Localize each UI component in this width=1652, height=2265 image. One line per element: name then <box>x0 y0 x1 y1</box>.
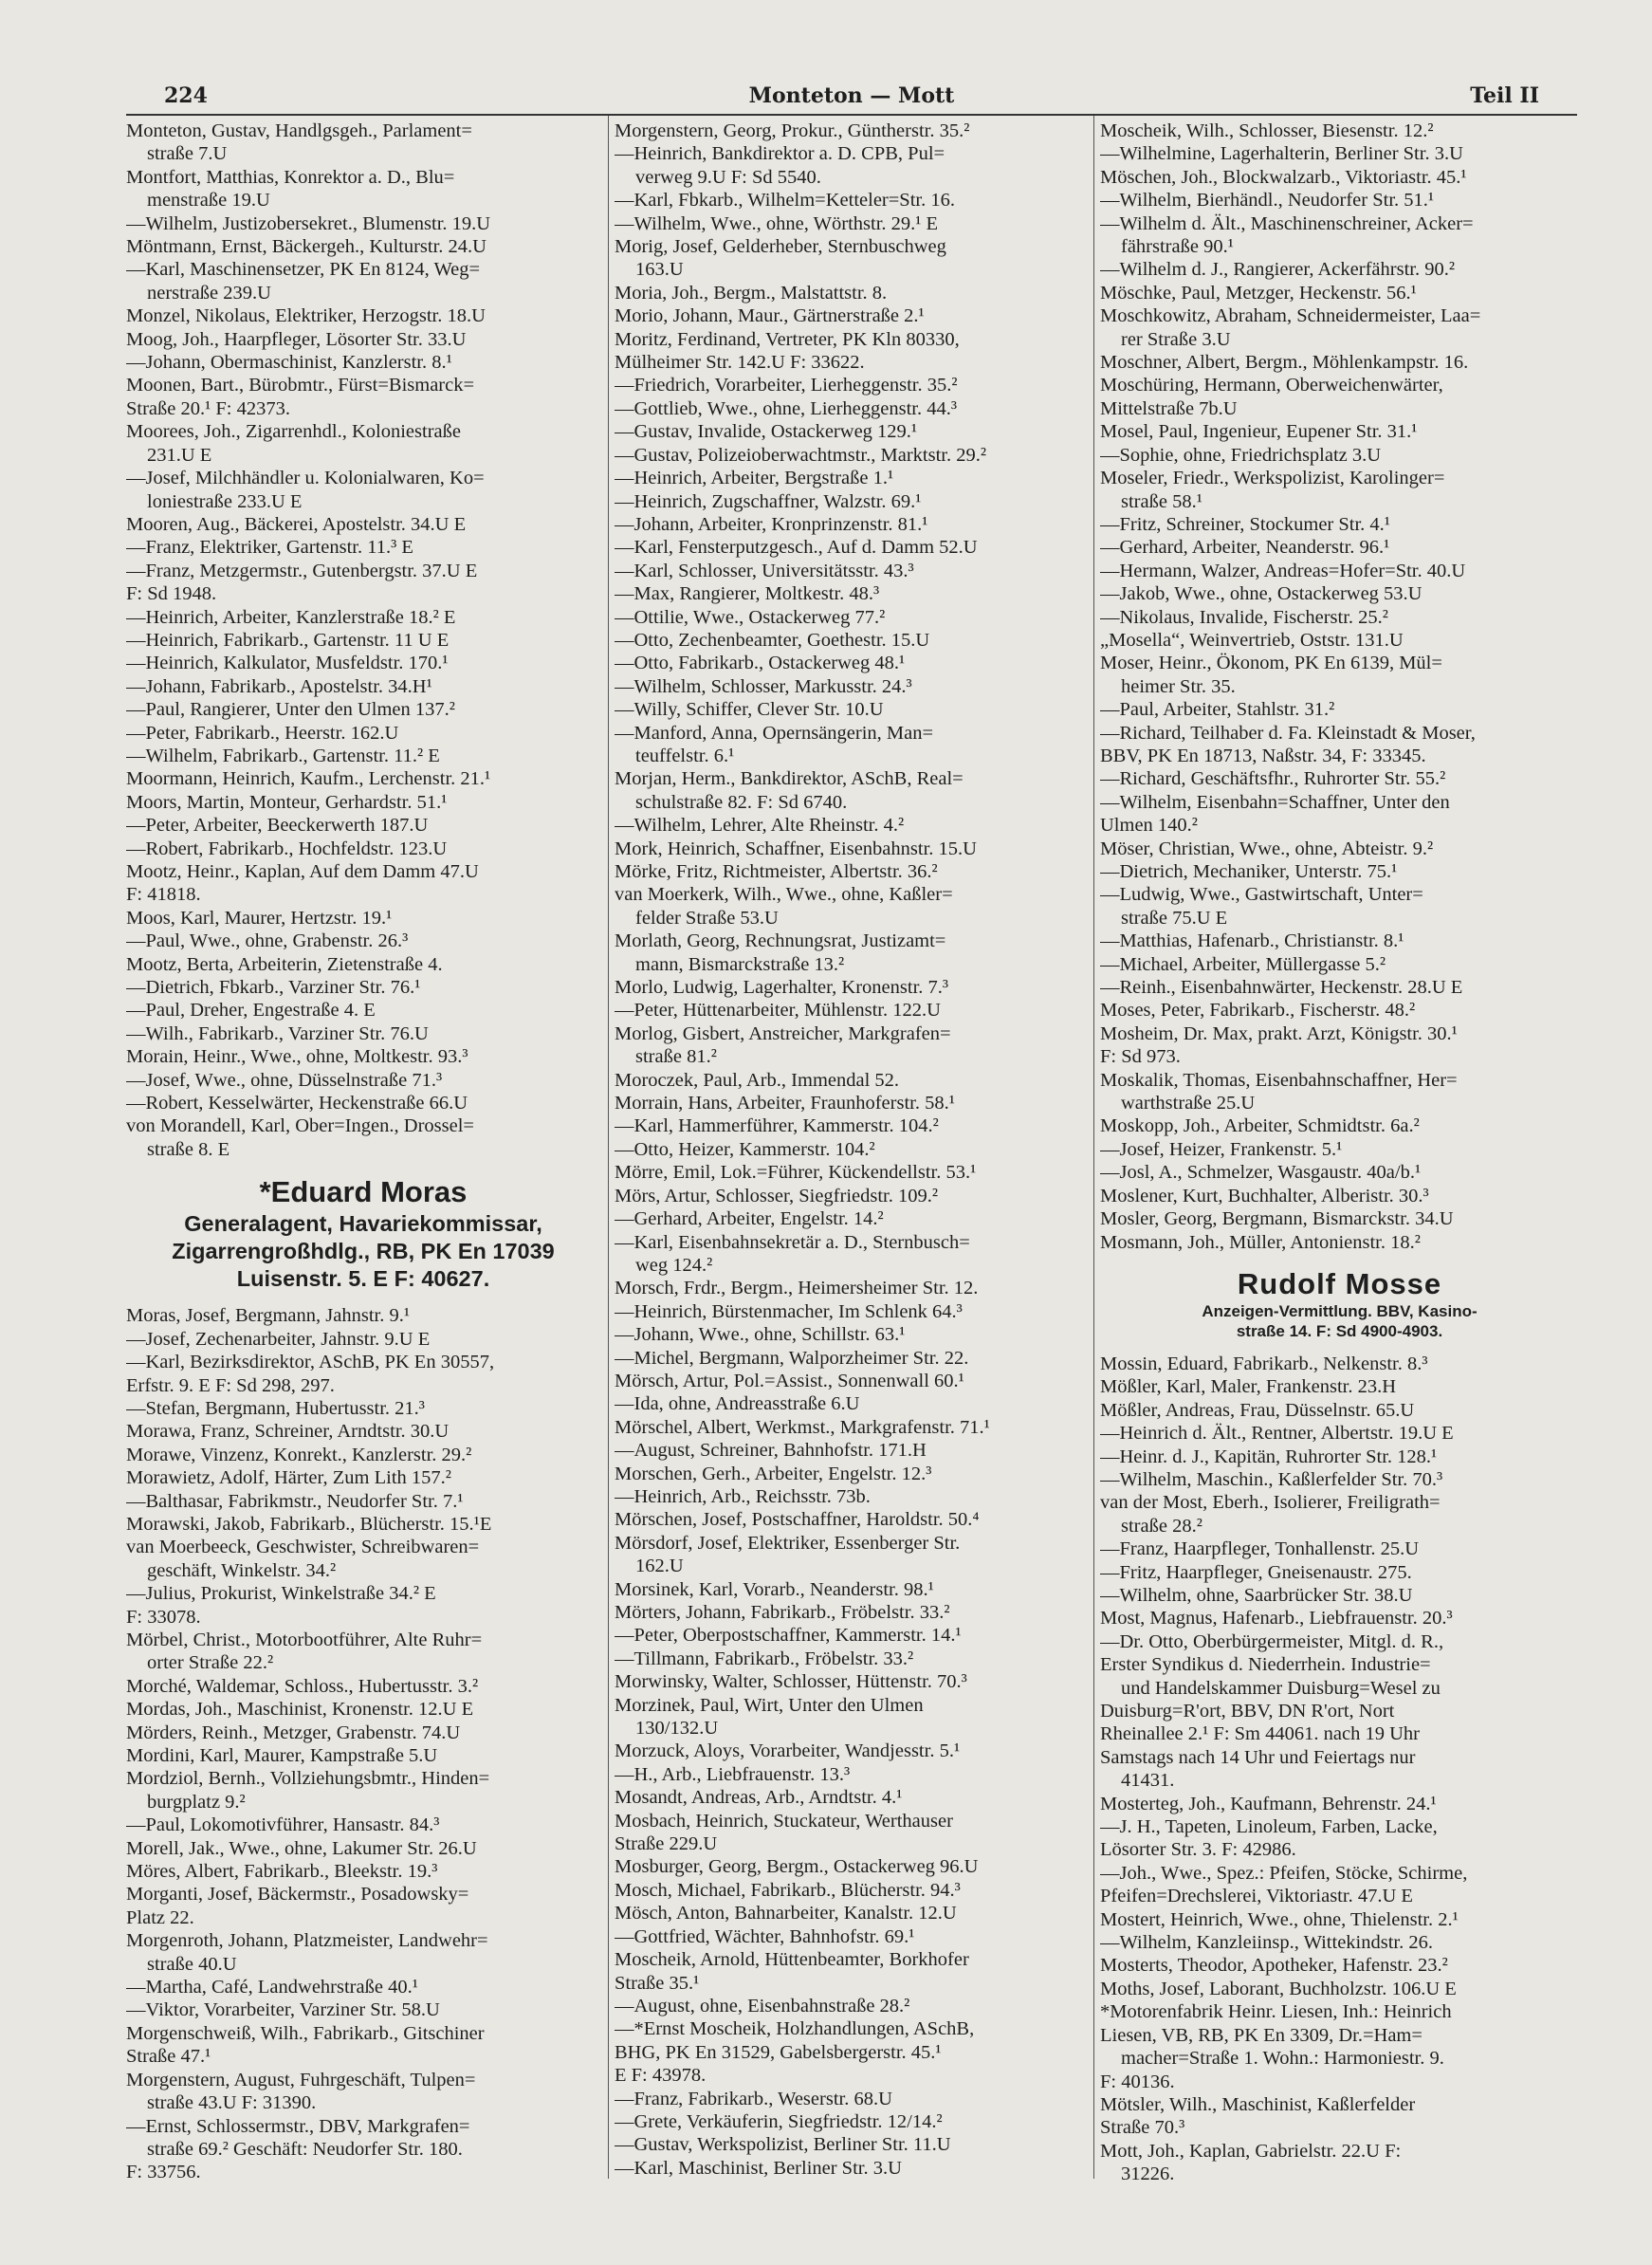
directory-entry-line: —Karl, Maschinist, Berliner Str. 3.U <box>615 2157 902 2179</box>
directory-entry-line: Straße 20.¹ F: 42373. <box>126 397 290 419</box>
directory-entry-line: Platz 22. <box>126 1906 194 1928</box>
directory-entry-line: Moschüring, Hermann, Oberweichenwärter, <box>1100 375 1443 396</box>
directory-entry-line: Mosel, Paul, Ingenieur, Eupener Str. 31.¹ <box>1100 421 1418 443</box>
directory-entry-line: —Hermann, Walzer, Andreas=Hofer=Str. 40.U <box>1100 560 1466 581</box>
directory-entry-line: loniestraße 233.U E <box>147 490 303 512</box>
directory-column-1 <box>126 120 600 2184</box>
ad-line: Anzeigen-Vermittlung. BBV, Kasino- <box>1202 1301 1478 1320</box>
ad-line: straße 14. F: Sd 4900-4903. <box>1236 1321 1443 1340</box>
directory-entry-line: van Moerkerk, Wilh., Wwe., ohne, Kaßler= <box>615 884 953 906</box>
directory-entry-line: orter Straße 22.² <box>147 1652 274 1674</box>
directory-entry-line: geschäft, Winkelstr. 34.² <box>147 1559 337 1581</box>
directory-entry-line: —Wilhelm, Lehrer, Alte Rheinstr. 4.² <box>615 815 905 837</box>
directory-entry-line: heimer Str. 35. <box>1121 675 1236 697</box>
directory-entry-line: —*Ernst Moscheik, Holzhandlungen, ASchB, <box>615 2018 975 2040</box>
directory-entry-line: —Josef, Milchhändler u. Kolonialwaren, Ko= <box>126 468 485 489</box>
directory-entry-line: —Matthias, Hafenarb., Christianstr. 8.¹ <box>1100 930 1404 952</box>
directory-entry-line: Mosmann, Joh., Müller, Antonienstr. 18.² <box>1100 1231 1421 1253</box>
directory-entry-line: E F: 43978. <box>615 2065 707 2087</box>
directory-entry-line: Mülheimer Str. 142.U F: 33622. <box>615 352 865 374</box>
directory-entry-line: —Gottlieb, Wwe., ohne, Lierheggenstr. 44.³ <box>615 397 958 419</box>
directory-entry-line: —Franz, Haarpfleger, Tonhallenstr. 25.U <box>1100 1538 1420 1560</box>
page-number: 224 <box>164 83 208 108</box>
directory-entry-line: —Grete, Verkäuferin, Siegfriedstr. 12/14.² <box>615 2110 943 2132</box>
column-divider <box>608 116 609 2179</box>
directory-entry-line: F: 33756. <box>126 2162 201 2183</box>
directory-entry-line: —Otto, Zechenbeamter, Goethestr. 15.U <box>615 629 930 651</box>
directory-entry-line: —Franz, Metzgermstr., Gutenbergstr. 37.U E <box>126 560 478 581</box>
directory-entry-line: Morsch, Frdr., Bergm., Heimersheimer Str. 12. <box>615 1278 979 1299</box>
directory-entry-line: Mörsdorf, Josef, Elektriker, Essenberger Str. <box>615 1532 961 1554</box>
directory-entry-line: —Sophie, ohne, Friedrichsplatz 3.U <box>1100 444 1382 466</box>
directory-entry-line: Samstags nach 14 Uhr und Feiertags nur <box>1100 1746 1416 1768</box>
directory-entry-line: teuffelstr. 6.¹ <box>635 745 735 766</box>
directory-entry-line: —Heinrich d. Ält., Rentner, Albertstr. 19.U E <box>1100 1423 1454 1445</box>
directory-entry-line: —Franz, Elektriker, Gartenstr. 11.³ E <box>126 537 413 559</box>
directory-entry-line: Moscheik, Wilh., Schlosser, Biesenstr. 12.² <box>1100 120 1434 141</box>
directory-entry-line: —Friedrich, Vorarbeiter, Lierheggenstr. 35.² <box>615 375 958 396</box>
directory-entry-line: F: 40136. <box>1100 2071 1175 2092</box>
directory-entry-line: —Wilhelm d. Ält., Maschinenschreiner, Acker= <box>1100 212 1474 234</box>
directory-entry-line: straße 81.² <box>635 1046 717 1068</box>
directory-entry-line: —Heinr. d. J., Kapitän, Ruhrorter Str. 128.¹ <box>1100 1446 1438 1467</box>
directory-entry-line: straße 7.U <box>147 143 228 165</box>
directory-entry-line: straße 75.U E <box>1121 907 1228 929</box>
directory-entry-line: Straße 35.¹ <box>615 1972 700 1994</box>
directory-entry-line: *Motorenfabrik Heinr. Liesen, Inh.: Heinrich <box>1100 2001 1452 2023</box>
directory-entry-line: —Richard, Teilhaber d. Fa. Kleinstadt & Moser, <box>1100 722 1476 744</box>
header-rule <box>126 114 1577 116</box>
advertisement <box>1100 1267 1579 1341</box>
directory-entry-line: —Martha, Café, Landwehrstraße 40.¹ <box>126 1977 418 1998</box>
directory-entry-line: Straße 229.U <box>615 1833 718 1855</box>
directory-entry-line: —Josef, Wwe., ohne, Düsselnstraße 71.³ <box>126 1069 443 1091</box>
directory-entry-line: Morschen, Gerh., Arbeiter, Engelstr. 12.³ <box>615 1463 932 1484</box>
directory-entry-line: Moschner, Albert, Bergm., Möhlenkampstr. 16. <box>1100 352 1469 374</box>
directory-entry-line: —H., Arb., Liebfrauenstr. 13.³ <box>615 1763 851 1785</box>
directory-entry-line: —Manford, Anna, Opernsängerin, Man= <box>615 722 934 744</box>
directory-entry-line: Morché, Waldemar, Schloss., Hubertusstr. 3.² <box>126 1675 479 1697</box>
directory-entry-line: —Wilhelm, Kanzleiinsp., Wittekindstr. 26. <box>1100 1932 1433 1954</box>
directory-entry-line: —Heinrich, Zugschaffner, Walzstr. 69.¹ <box>615 490 922 512</box>
directory-entry-line: Mordas, Joh., Maschinist, Kronenstr. 12.U E <box>126 1699 474 1721</box>
directory-entry-line: Lösorter Str. 3. F: 42986. <box>1100 1839 1296 1861</box>
directory-entry-line: —Paul, Wwe., ohne, Grabenstr. 26.³ <box>126 930 409 952</box>
directory-entry-line: Mootz, Heinr., Kaplan, Auf dem Damm 47.U <box>126 861 479 882</box>
directory-entry-line: —Tillmann, Fabrikarb., Fröbelstr. 33.² <box>615 1648 914 1669</box>
directory-entry-line: Morlog, Gisbert, Anstreicher, Markgrafen= <box>615 1022 951 1044</box>
directory-entry-line: —Wilhelm, Maschin., Kaßlerfelder Str. 70.³ <box>1100 1468 1443 1490</box>
directory-entry-line: van Moerbeeck, Geschwister, Schreibwaren= <box>126 1537 480 1558</box>
directory-entry-line: —Josef, Heizer, Frankenstr. 5.¹ <box>1100 1138 1343 1160</box>
part-label: Teil II <box>1470 83 1539 108</box>
directory-entry-line: 163.U <box>635 259 684 281</box>
directory-entry-line: F: Sd 973. <box>1100 1046 1181 1068</box>
directory-entry-line: straße 40.U <box>147 1953 237 1975</box>
directory-entry-line: —Paul, Arbeiter, Stahlstr. 31.² <box>1100 699 1335 721</box>
directory-entry-line: —Wilh., Fabrikarb., Varziner Str. 76.U <box>126 1022 429 1044</box>
directory-entry-line: —Wilhelm, Wwe., ohne, Wörthstr. 29.¹ E <box>615 212 939 234</box>
directory-entry-line: Moses, Peter, Fabrikarb., Fischerstr. 48.² <box>1100 1000 1416 1022</box>
directory-entry-line: —Peter, Oberpostschaffner, Kammerstr. 14.¹ <box>615 1625 962 1647</box>
directory-entry-line: Mordini, Karl, Maurer, Kampstraße 5.U <box>126 1745 438 1766</box>
directory-entry-line: Möntmann, Ernst, Bäckergeh., Kulturstr. 24.U <box>126 236 486 258</box>
directory-entry-line: Möschen, Joh., Blockwalzarb., Viktoriastr. 45.¹ <box>1100 166 1467 188</box>
directory-entry-line: —Wilhelm d. J., Rangierer, Ackerfährstr. 90.² <box>1100 259 1455 281</box>
directory-entry-line: Moskalik, Thomas, Eisenbahnschaffner, Her= <box>1100 1069 1458 1091</box>
directory-entry-line: BBV, PK En 18713, Naßstr. 34, F: 33345. <box>1100 745 1426 766</box>
directory-entry-line: straße 69.² Geschäft: Neudorfer Str. 180. <box>147 2138 463 2160</box>
directory-entry-line: Mötsler, Wilh., Maschinist, Kaßlerfelder <box>1100 2093 1416 2115</box>
directory-entry-line: —Peter, Arbeiter, Beeckerwerth 187.U <box>126 815 429 837</box>
directory-entry-line: Montfort, Matthias, Konrektor a. D., Blu= <box>126 166 455 188</box>
directory-entry-line: Mootz, Berta, Arbeiterin, Zietenstraße 4. <box>126 953 443 975</box>
directory-entry-line: Moormann, Heinrich, Kaufm., Lerchenstr. 21.¹ <box>126 768 491 790</box>
directory-entry-line: Morain, Heinr., Wwe., ohne, Moltkestr. 93.³ <box>126 1046 468 1068</box>
directory-entry-line: —Josl, A., Schmelzer, Wasgaustr. 40a/b.¹ <box>1100 1162 1422 1184</box>
directory-entry-line: —Gustav, Polizeioberwachtmstr., Marktstr. 29.² <box>615 444 986 466</box>
directory-entry-line: Mörschel, Albert, Werkmst., Markgrafenstr. 71.¹ <box>615 1416 990 1438</box>
directory-entry-line: Möser, Christian, Wwe., ohne, Abteistr. 9.² <box>1100 838 1434 859</box>
directory-entry-line: Mosler, Georg, Bergmann, Bismarckstr. 34.U <box>1100 1208 1454 1230</box>
directory-entry-line: Mörders, Reinh., Metzger, Grabenstr. 74.U <box>126 1722 461 1743</box>
directory-entry-line: —Johann, Wwe., ohne, Schillstr. 63.¹ <box>615 1324 906 1346</box>
directory-entry-line: schulstraße 82. F: Sd 6740. <box>635 791 848 813</box>
directory-entry-line: —Michael, Arbeiter, Müllergasse 5.² <box>1100 953 1386 975</box>
directory-entry-line: —Wilhelm, Fabrikarb., Gartenstr. 11.² E <box>126 745 440 766</box>
directory-entry-line: Morganti, Josef, Bäckermstr., Posadowsky= <box>126 1884 469 1906</box>
directory-entry-line: Morjan, Herm., Bankdirektor, ASchB, Real= <box>615 768 964 790</box>
directory-entry-line: —Fritz, Schreiner, Stockumer Str. 4.¹ <box>1100 513 1390 535</box>
directory-entry-line: —August, ohne, Eisenbahnstraße 28.² <box>615 1995 910 2016</box>
ad-title: Rudolf Mosse <box>1237 1266 1442 1300</box>
directory-entry-line: 231.U E <box>147 444 212 466</box>
directory-entry-line: burgplatz 9.² <box>147 1791 246 1813</box>
directory-entry-line: straße 28.² <box>1121 1515 1202 1537</box>
directory-entry-line: rer Straße 3.U <box>1121 328 1231 350</box>
directory-entry-line: —Heinrich, Arbeiter, Kanzlerstraße 18.² E <box>126 606 456 628</box>
directory-entry-line: mann, Bismarckstraße 13.² <box>635 953 845 975</box>
directory-entry-line: Mordziol, Bernh., Vollziehungsbmtr., Hinden= <box>126 1768 490 1790</box>
ad-title: *Eduard Moras <box>259 1175 468 1209</box>
directory-entry-line: —Jakob, Wwe., ohne, Ostackerweg 53.U <box>1100 583 1423 605</box>
directory-entry-line: —Wilhelm, Eisenbahn=Schaffner, Unter den <box>1100 791 1450 813</box>
directory-entry-line: —Paul, Dreher, Engestraße 4. E <box>126 1000 376 1022</box>
directory-entry-line: —Heinrich, Arbeiter, Bergstraße 1.¹ <box>615 468 894 489</box>
directory-entry-line: —Heinrich, Kalkulator, Musfeldstr. 170.¹ <box>126 653 449 674</box>
directory-entry-line: Morsinek, Karl, Vorarb., Neanderstr. 98.¹ <box>615 1578 934 1600</box>
directory-entry-line: van der Most, Eberh., Isolierer, Freiligrath= <box>1100 1492 1441 1514</box>
directory-entry-line: —Peter, Fabrikarb., Heerstr. 162.U <box>126 722 399 744</box>
directory-entry-line: —Fritz, Haarpfleger, Gneisenaustr. 275. <box>1100 1561 1412 1583</box>
directory-entry-line: F: 41818. <box>126 884 201 906</box>
directory-entry-line: —August, Schreiner, Bahnhofstr. 171.H <box>615 1440 927 1462</box>
directory-entry-line: —Ludwig, Wwe., Gastwirtschaft, Unter= <box>1100 884 1423 906</box>
directory-entry-line: Monteton, Gustav, Handlgsgeh., Parlament= <box>126 120 472 141</box>
directory-entry-line: Morzuck, Aloys, Vorarbeiter, Wandjesstr. 5.¹ <box>615 1740 961 1762</box>
directory-entry-line: —Karl, Eisenbahnsekretär a. D., Sternbusch= <box>615 1231 970 1253</box>
directory-entry-line: —Joh., Wwe., Spez.: Pfeifen, Stöcke, Schirme, <box>1100 1862 1468 1884</box>
ad-line: Generalagent, Havariekommissar, <box>184 1211 542 1237</box>
directory-entry-line: —Ernst, Schlossermstr., DBV, Markgrafen= <box>126 2115 470 2137</box>
directory-entry-line: Moritz, Ferdinand, Vertreter, PK Kln 80330, <box>615 328 960 350</box>
directory-entry-line: Mößler, Karl, Maler, Frankenstr. 23.H <box>1100 1376 1397 1398</box>
directory-entry-line: Ulmen 140.² <box>1100 815 1198 837</box>
directory-entry-line: Erster Syndikus d. Niederrhein. Industrie= <box>1100 1654 1431 1676</box>
directory-entry-line: Morgenschweiß, Wilh., Fabrikarb., Gitschiner <box>126 2022 485 2044</box>
directory-entry-line: Mork, Heinrich, Schaffner, Eisenbahnstr. 15.U <box>615 838 977 859</box>
directory-entry-line: Erfstr. 9. E F: Sd 298, 297. <box>126 1374 335 1396</box>
directory-entry-line: —Gottfried, Wächter, Bahnhofstr. 69.¹ <box>615 1925 915 1947</box>
directory-entry-line: Moslener, Kurt, Buchhalter, Alberistr. 30.³ <box>1100 1185 1429 1206</box>
directory-entry-line: —Otto, Fabrikarb., Ostackerweg 48.¹ <box>615 653 906 674</box>
directory-entry-line: —Gerhard, Arbeiter, Engelstr. 14.² <box>615 1208 884 1230</box>
directory-entry-line: Liesen, VB, RB, PK En 3309, Dr.=Ham= <box>1100 2024 1423 2046</box>
directory-entry-line: straße 43.U F: 31390. <box>147 2092 317 2114</box>
directory-entry-line: Moseler, Friedr., Werkspolizist, Karolinger= <box>1100 468 1445 489</box>
directory-entry-line: Mosbach, Heinrich, Stuckateur, Werthauser <box>615 1810 953 1832</box>
directory-entry-line: Moorees, Joh., Zigarrenhdl., Koloniestraße <box>126 421 461 443</box>
directory-entry-line: Morgenroth, Johann, Platzmeister, Landwehr= <box>126 1930 488 1952</box>
directory-entry-line: von Morandell, Karl, Ober=Ingen., Drossel= <box>126 1115 474 1137</box>
directory-entry-line: Morlo, Ludwig, Lagerhalter, Kronenstr. 7.³ <box>615 977 949 999</box>
directory-entry-line: 41431. <box>1121 1770 1175 1792</box>
directory-entry-line: Morgenstern, August, Fuhrgeschäft, Tulpen= <box>126 2069 476 2090</box>
directory-entry-line: nerstraße 239.U <box>147 282 271 304</box>
directory-entry-line: —Karl, Hammerführer, Kammerstr. 104.² <box>615 1115 939 1137</box>
directory-entry-line: —Willy, Schiffer, Clever Str. 10.U <box>615 699 884 721</box>
directory-entry-line: —Franz, Fabrikarb., Weserstr. 68.U <box>615 2088 892 2109</box>
directory-entry-line: Mosterteg, Joh., Kaufmann, Behrenstr. 24.¹ <box>1100 1793 1437 1814</box>
directory-entry-line: Mörre, Emil, Lok.=Führer, Kückendellstr. 53.¹ <box>615 1162 977 1184</box>
directory-entry-line: Morig, Josef, Gelderheber, Sternbuschweg <box>615 236 946 258</box>
directory-entry-line: Moog, Joh., Haarpfleger, Lösorter Str. 33.U <box>126 328 467 350</box>
directory-entry-line: Moser, Heinr., Ökonom, PK En 6139, Mül= <box>1100 653 1442 674</box>
directory-entry-line: Mörschen, Josef, Postschaffner, Haroldstr. 50.⁴ <box>615 1509 980 1531</box>
ad-line: Luisenstr. 5. E F: 40627. <box>236 1266 490 1292</box>
directory-entry-line: —Paul, Rangierer, Unter den Ulmen 137.² <box>126 699 455 721</box>
directory-entry-line: —Gerhard, Arbeiter, Neanderstr. 96.¹ <box>1100 537 1390 559</box>
directory-entry-line: Morgenstern, Georg, Prokur., Güntherstr. 35.² <box>615 120 970 141</box>
directory-entry-line: Mosterts, Theodor, Apotheker, Hafenstr. 23.² <box>1100 1955 1448 1977</box>
directory-entry-line: Most, Magnus, Hafenarb., Liebfrauenstr. 20.³ <box>1100 1608 1453 1630</box>
directory-entry-line: —Richard, Geschäftsfhr., Ruhrorter Str. 55.² <box>1100 768 1446 790</box>
directory-entry-line: BHG, PK En 31529, Gabelsbergerstr. 45.¹ <box>615 2041 942 2063</box>
directory-entry-line: verweg 9.U F: Sd 5540. <box>635 166 821 188</box>
directory-entry-line: —Ottilie, Wwe., Ostackerweg 77.² <box>615 606 886 628</box>
directory-entry-line: Moroczek, Paul, Arb., Immendal 52. <box>615 1069 900 1091</box>
directory-entry-line: straße 8. E <box>147 1138 230 1160</box>
directory-entry-line: —Wilhelm, ohne, Saarbrücker Str. 38.U <box>1100 1584 1413 1606</box>
directory-entry-line: Mostert, Heinrich, Wwe., ohne, Thielenstr. 2.¹ <box>1100 1908 1459 1930</box>
directory-entry-line: Monzel, Nikolaus, Elektriker, Herzogstr. 18.U <box>126 305 486 327</box>
directory-entry-line: 130/132.U <box>635 1718 719 1740</box>
directory-entry-line: F: Sd 1948. <box>126 583 217 605</box>
directory-entry-line: Mosch, Michael, Fabrikarb., Blücherstr. 94.³ <box>615 1879 961 1901</box>
directory-entry-line: —Karl, Fensterputzgesch., Auf d. Damm 52.U <box>615 537 978 559</box>
directory-entry-line: weg 124.² <box>635 1254 713 1276</box>
directory-entry-line: Straße 47.¹ <box>126 2046 211 2068</box>
directory-entry-line: —Viktor, Vorarbeiter, Varziner Str. 58.U <box>126 1999 440 2021</box>
directory-entry-line: —Michel, Bergmann, Walporzheimer Str. 22. <box>615 1347 969 1369</box>
directory-entry-line: Mooren, Aug., Bäckerei, Apostelstr. 34.U E <box>126 513 467 535</box>
directory-entry-line: Mittelstraße 7b.U <box>1100 397 1238 419</box>
directory-entry-line: straße 58.¹ <box>1121 490 1202 512</box>
directory-entry-line: —Peter, Hüttenarbeiter, Mühlenstr. 122.U <box>615 1000 941 1022</box>
directory-entry-line: —Heinrich, Bankdirektor a. D. CPB, Pul= <box>615 143 945 165</box>
directory-entry-line: —Johann, Fabrikarb., Apostelstr. 34.H¹ <box>126 675 432 697</box>
directory-entry-line: —Stefan, Bergmann, Hubertusstr. 21.³ <box>126 1397 425 1419</box>
directory-entry-line: und Handelskammer Duisburg=Wesel zu <box>1121 1677 1441 1699</box>
directory-entry-line: —Robert, Kesselwärter, Heckenstraße 66.U <box>126 1093 468 1114</box>
directory-entry-line: —Dietrich, Mechaniker, Unterstr. 75.¹ <box>1100 861 1398 882</box>
directory-entry-line: Mörsch, Artur, Pol.=Assist., Sonnenwall 60.¹ <box>615 1370 964 1391</box>
directory-entry-line: Mossin, Eduard, Fabrikarb., Nelkenstr. 8.³ <box>1100 1353 1428 1374</box>
directory-entry-line: Moths, Josef, Laborant, Buchholzstr. 106.U E <box>1100 1978 1457 1999</box>
directory-entry-line: macher=Straße 1. Wohn.: Harmoniestr. 9. <box>1121 2048 1444 2070</box>
directory-entry-line: warthstraße 25.U <box>1121 1093 1256 1114</box>
directory-entry-line: Morrain, Hans, Arbeiter, Fraunhoferstr. 58.¹ <box>615 1093 955 1114</box>
directory-entry-line: Mösch, Anton, Bahnarbeiter, Kanalstr. 12.U <box>615 1903 957 1924</box>
directory-entry-line: felder Straße 53.U <box>635 907 779 929</box>
directory-column-3 <box>1100 120 1579 2186</box>
directory-entry-line: —Gustav, Invalide, Ostackerweg 129.¹ <box>615 421 918 443</box>
directory-entry-line: —Heinrich, Arb., Reichsstr. 73b. <box>615 1485 871 1507</box>
directory-entry-line: Mosheim, Dr. Max, prakt. Arzt, Königstr. 30.¹ <box>1100 1022 1458 1044</box>
directory-entry-line: Mörbel, Christ., Motorbootführer, Alte Ruhr= <box>126 1629 483 1650</box>
directory-entry-line: —Johann, Arbeiter, Kronprinzenstr. 81.¹ <box>615 513 928 535</box>
directory-entry-line: Moonen, Bart., Bürobmtr., Fürst=Bismarck= <box>126 375 475 396</box>
directory-entry-line: Mott, Joh., Kaplan, Gabrielstr. 22.U F: <box>1100 2140 1402 2162</box>
directory-entry-line: Moschkowitz, Abraham, Schneidermeister, Laa= <box>1100 305 1481 327</box>
directory-entry-line: Straße 70.³ <box>1100 2117 1185 2139</box>
directory-entry-line: Morawe, Vinzenz, Konrekt., Kanzlerstr. 29.² <box>126 1444 472 1465</box>
directory-entry-line: Mosburger, Georg, Bergm., Ostackerweg 96.U <box>615 1856 979 1878</box>
directory-entry-line: Moskopp, Joh., Arbeiter, Schmidtstr. 6a.² <box>1100 1115 1420 1137</box>
directory-entry-line: —Wilhelmine, Lagerhalterin, Berliner Str. 3.U <box>1100 143 1463 165</box>
directory-entry-line: F: 33078. <box>126 1606 201 1628</box>
directory-entry-line: Morawietz, Adolf, Härter, Zum Lith 157.² <box>126 1467 451 1489</box>
page-header <box>126 83 1577 112</box>
directory-entry-line: „Mosella“, Weinvertrieb, Oststr. 131.U <box>1100 629 1404 651</box>
directory-entry-line: Morawski, Jakob, Fabrikarb., Blücherstr. 15.¹E <box>126 1513 492 1535</box>
directory-entry-line: Morell, Jak., Wwe., ohne, Lakumer Str. 26.U <box>126 1837 477 1859</box>
directory-entry-line: —Wilhelm, Bierhändl., Neudorfer Str. 51.¹ <box>1100 190 1435 212</box>
advertisement <box>126 1174 600 1293</box>
directory-entry-line: —Karl, Bezirksdirektor, ASchB, PK En 30557, <box>126 1352 495 1373</box>
directory-entry-line: Morwinsky, Walter, Schlosser, Hüttenstr. 70.³ <box>615 1671 967 1693</box>
directory-entry-line: —Robert, Fabrikarb., Hochfeldstr. 123.U <box>126 838 448 859</box>
directory-entry-line: fährstraße 90.¹ <box>1121 236 1234 258</box>
running-title: Monteton — Mott <box>748 83 955 108</box>
directory-entry-line: Morio, Johann, Maur., Gärtnerstraße 2.¹ <box>615 305 925 327</box>
directory-entry-line: —Otto, Heizer, Kammerstr. 104.² <box>615 1138 875 1160</box>
directory-entry-line: —Heinrich, Bürstenmacher, Im Schlenk 64.³ <box>615 1300 963 1322</box>
directory-entry-line: —Balthasar, Fabrikmstr., Neudorfer Str. 7.¹ <box>126 1490 464 1512</box>
directory-entry-line: —Josef, Zechenarbeiter, Jahnstr. 9.U E <box>126 1328 431 1350</box>
directory-entry-line: —Julius, Prokurist, Winkelstraße 34.² E <box>126 1583 436 1605</box>
directory-entry-line: Duisburg=R'ort, BBV, DN R'ort, Nort <box>1100 1701 1395 1722</box>
directory-entry-line: Morzinek, Paul, Wirt, Unter den Ulmen <box>615 1694 924 1716</box>
directory-entry-line: Moors, Martin, Monteur, Gerhardstr. 51.¹ <box>126 791 448 813</box>
directory-entry-line: —Johann, Obermaschinist, Kanzlerstr. 8.¹ <box>126 352 452 374</box>
directory-entry-line: Moscheik, Arnold, Hüttenbeamter, Borkhofer <box>615 1949 969 1971</box>
column-divider <box>1093 116 1094 2179</box>
directory-entry-line: —Karl, Fbkarb., Wilhelm=Ketteler=Str. 16. <box>615 190 955 212</box>
directory-entry-line: —Karl, Schlosser, Universitätsstr. 43.³ <box>615 560 914 581</box>
directory-entry-line: —Ida, ohne, Andreasstraße 6.U <box>615 1393 860 1415</box>
directory-entry-line: —Dietrich, Fbkarb., Varziner Str. 76.¹ <box>126 977 421 999</box>
directory-entry-line: —Nikolaus, Invalide, Fischerstr. 25.² <box>1100 606 1388 628</box>
directory-entry-line: Mörs, Artur, Schlosser, Siegfriedstr. 109.² <box>615 1185 939 1206</box>
directory-entry-line: menstraße 19.U <box>147 190 270 212</box>
directory-entry-line: —Karl, Maschinensetzer, PK En 8124, Weg= <box>126 259 481 281</box>
directory-entry-line: Morlath, Georg, Rechnungsrat, Justizamt= <box>615 930 946 952</box>
directory-entry-line: Moras, Josef, Bergmann, Jahnstr. 9.¹ <box>126 1305 411 1327</box>
directory-entry-line: —Wilhelm, Justizobersekret., Blumenstr. 19.U <box>126 212 491 234</box>
directory-entry-line: 31226. <box>1121 2164 1175 2185</box>
directory-entry-line: Mößler, Andreas, Frau, Düsselnstr. 65.U <box>1100 1399 1415 1421</box>
directory-entry-line: Mosandt, Andreas, Arb., Arndtstr. 4.¹ <box>615 1787 903 1809</box>
directory-entry-line: —Wilhelm, Schlosser, Markusstr. 24.³ <box>615 675 912 697</box>
directory-entry-line: Mörke, Fritz, Richtmeister, Albertstr. 36.² <box>615 861 938 882</box>
directory-entry-line: Möres, Albert, Fabrikarb., Bleekstr. 19.³ <box>126 1861 438 1883</box>
directory-column-2 <box>615 120 1089 2180</box>
directory-entry-line: Mörters, Johann, Fabrikarb., Fröbelstr. 33.² <box>615 1602 950 1623</box>
directory-entry-line: —Paul, Lokomotivführer, Hansastr. 84.³ <box>126 1814 440 1836</box>
directory-entry-line: —Gustav, Werkspolizist, Berliner Str. 11.U <box>615 2134 951 2156</box>
directory-entry-line: —J. H., Tapeten, Linoleum, Farben, Lacke, <box>1100 1816 1438 1838</box>
directory-entry-line: 162.U <box>635 1556 684 1577</box>
directory-entry-line: —Reinh., Eisenbahnwärter, Heckenstr. 28.U E <box>1100 977 1463 999</box>
ad-line: Zigarrengroßhdlg., RB, PK En 17039 <box>172 1239 555 1264</box>
directory-entry-line: —Heinrich, Fabrikarb., Gartenstr. 11 U E <box>126 629 450 651</box>
directory-entry-line: —Dr. Otto, Oberbürgermeister, Mitgl. d. R., <box>1100 1630 1444 1652</box>
directory-entry-line: Morawa, Franz, Schreiner, Arndtstr. 30.U <box>126 1421 450 1443</box>
directory-entry-line: Möschke, Paul, Metzger, Heckenstr. 56.¹ <box>1100 282 1417 304</box>
directory-entry-line: Moos, Karl, Maurer, Hertzstr. 19.¹ <box>126 907 393 929</box>
directory-entry-line: Moria, Joh., Bergm., Malstattstr. 8. <box>615 282 888 304</box>
directory-entry-line: Rheinallee 2.¹ F: Sm 44061. nach 19 Uhr <box>1100 1723 1420 1745</box>
directory-entry-line: Pfeifen=Drechslerei, Viktoriastr. 47.U E <box>1100 1886 1413 1907</box>
directory-entry-line: —Max, Rangierer, Moltkestr. 48.³ <box>615 583 880 605</box>
